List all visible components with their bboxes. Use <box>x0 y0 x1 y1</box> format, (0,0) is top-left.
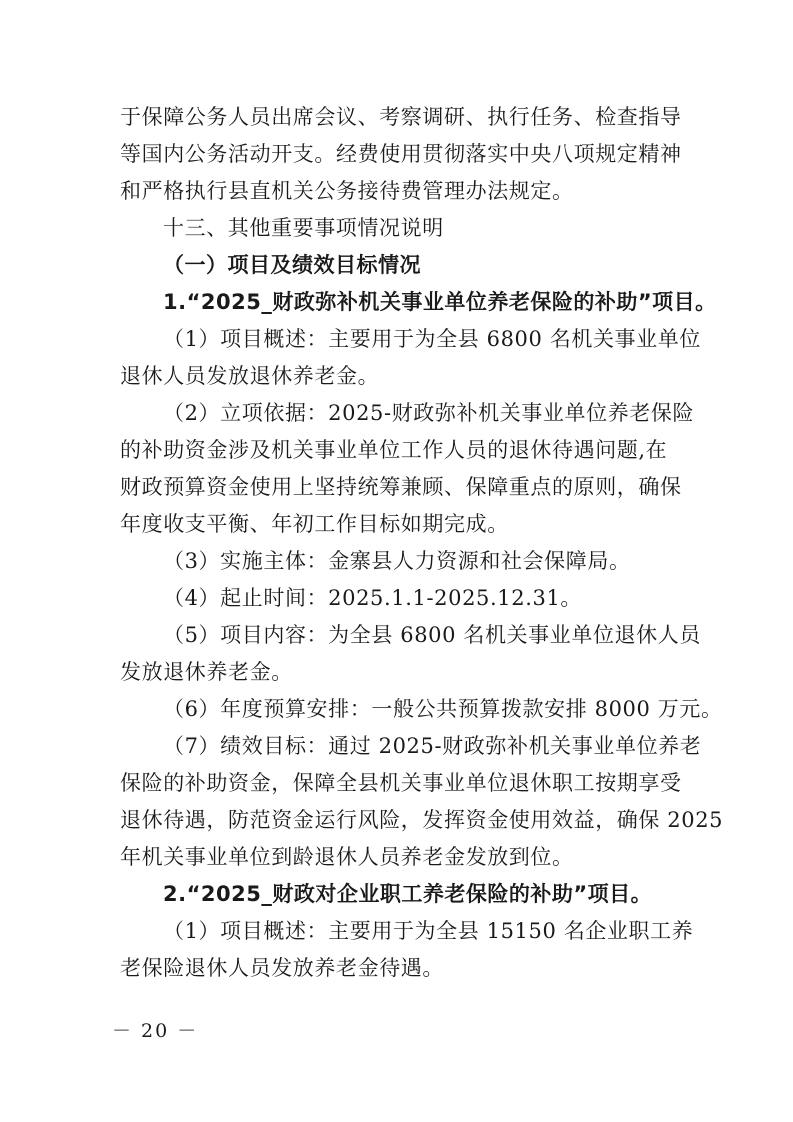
project-heading-2: 2.“2025_财政对企业职工养老保险的补助”项目。 <box>163 882 653 906</box>
text-line: 的补助资金涉及机关事业单位工作人员的退休待遇问题,在 <box>120 438 668 462</box>
text-line: 和严格执行县直机关公务接待费管理办法规定。 <box>120 179 574 203</box>
text-line: （6）年度预算安排：一般公共预算拨款安排 8000 万元。 <box>163 697 723 721</box>
subsection-heading: （一）项目及绩效目标情况 <box>163 253 421 277</box>
text-line: （5）项目内容：为全县 6800 名机关事业单位退休人员 <box>163 623 701 647</box>
text-line: （2）立项依据：2025-财政弥补机关事业单位养老保险 <box>163 401 695 425</box>
text-line: （4）起止时间：2025.1.1-2025.12.31。 <box>163 586 583 610</box>
text-line: （7）绩效目标：通过 2025-财政弥补机关事业单位养老 <box>163 734 702 758</box>
text-line: 等国内公务活动开支。经费使用贯彻落实中央八项规定精神 <box>120 142 682 166</box>
text-line: 老保险退休人员发放养老金待遇。 <box>120 956 444 980</box>
section-heading: 十三、其他重要事项情况说明 <box>163 216 444 240</box>
text-line: 财政预算资金使用上坚持统筹兼顾、保障重点的原则，确保 <box>120 475 682 499</box>
page-number: － 20 － <box>112 1020 199 1042</box>
text-line: 保险的补助资金，保障全县机关事业单位退休职工按期享受 <box>120 771 682 795</box>
text-line: 发放退休养老金。 <box>120 660 293 684</box>
text-line: （3）实施主体：金寨县人力资源和社会保障局。 <box>163 549 631 573</box>
text-line: （1）项目概述：主要用于为全县 15150 名企业职工养 <box>163 919 694 943</box>
text-line: 年度收支平衡、年初工作目标如期完成。 <box>120 512 509 536</box>
text-line: 年机关事业单位到龄退休人员养老金发放到位。 <box>120 845 574 869</box>
text-line: 退休待遇，防范资金运行风险，发挥资金使用效益，确保 2025 <box>120 808 724 832</box>
text-line: 退休人员发放退休养老金。 <box>120 364 380 388</box>
project-heading-1: 1.“2025_财政弥补机关事业单位养老保险的补助”项目。 <box>163 290 717 314</box>
text-line: （1）项目概述：主要用于为全县 6800 名机关事业单位 <box>163 327 701 351</box>
text-line: 于保障公务人员出席会议、考察调研、执行任务、检查指导 <box>120 105 682 129</box>
